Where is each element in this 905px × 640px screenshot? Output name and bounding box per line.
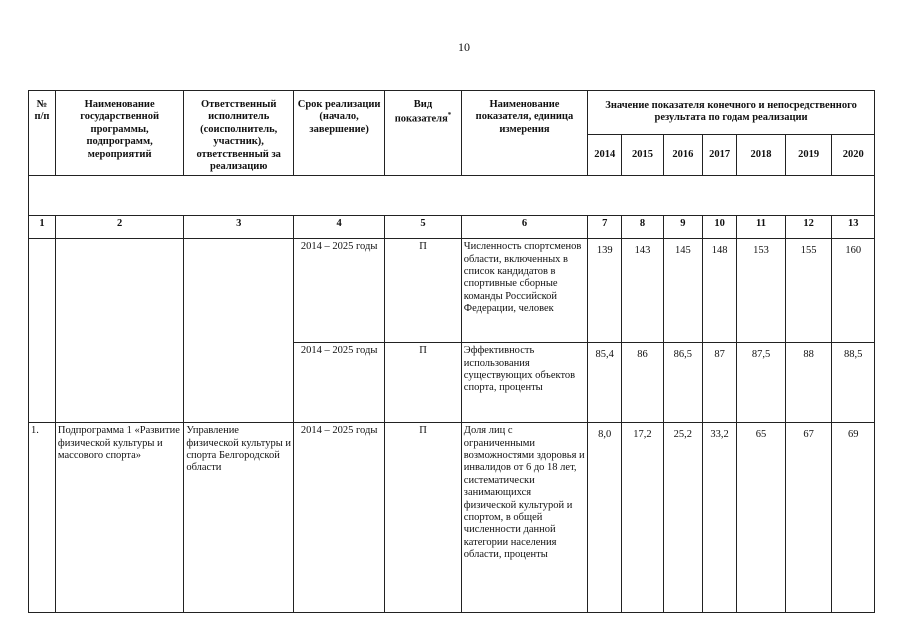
header-year-2016: 2016 (663, 134, 702, 175)
colnum-8: 8 (622, 216, 663, 239)
row-value-2014: 139 (588, 239, 622, 343)
row-name: Подпрограмма 1 «Развитие физической культуры и массового спорта» (55, 423, 183, 613)
header-year-2019: 2019 (785, 134, 832, 175)
colnum-3: 3 (184, 216, 294, 239)
row-value-2015: 143 (622, 239, 663, 343)
table-row (29, 239, 875, 343)
row-value-2014: 85,4 (588, 343, 622, 423)
colnum-4: 4 (294, 216, 385, 239)
row-type: П (385, 239, 462, 343)
header-type (385, 91, 462, 176)
header-year-2017: 2017 (703, 134, 737, 175)
row-value-2017: 87 (703, 343, 737, 423)
row-value-2014: 8,0 (588, 423, 622, 613)
row-period: 2014 – 2025 годы (294, 343, 385, 423)
colnum-1: 1 (29, 216, 56, 239)
row-indicator: Доля лиц с ограниченными возможностями здоровья и инвалидов от 6 до 18 лет, систематически занимающихся физической культурой и спортом, в общей численности данной категории населения области, проценты (461, 423, 587, 613)
row-type: П (385, 423, 462, 613)
row-value-2018: 65 (737, 423, 786, 613)
colnum-5: 5 (385, 216, 462, 239)
colnum-11: 11 (737, 216, 786, 239)
row-indicator: Численность спортсменов области, включенных в список кандидатов в спортивные сборные команды Российской Федерации, человек (461, 239, 587, 343)
row-value-2018: 153 (737, 239, 786, 343)
row-executor (184, 239, 294, 423)
row-value-2020: 88,5 (832, 343, 875, 423)
colnum-9: 9 (663, 216, 702, 239)
colnum-12: 12 (785, 216, 832, 239)
colnum-6: 6 (461, 216, 587, 239)
header-indicator: Наименование показателя, единица измерения (461, 91, 587, 176)
header-period: Срок реализации (начало, завершение) (294, 91, 385, 176)
row-period: 2014 – 2025 годы (294, 423, 385, 613)
colnum-10: 10 (703, 216, 737, 239)
page-number: 10 (458, 40, 470, 54)
row-value-2016: 86,5 (663, 343, 702, 423)
row-value-2016: 145 (663, 239, 702, 343)
row-value-2017: 33,2 (703, 423, 737, 613)
table-row (29, 423, 875, 613)
row-indicator: Эффективность использования существующих объектов спорта, проценты (461, 343, 587, 423)
row-num (29, 239, 56, 423)
header-program-name: Наименование государственной программы, подпрограмм, мероприятий (55, 91, 183, 176)
header-year-2015: 2015 (622, 134, 663, 175)
colnum-2: 2 (55, 216, 183, 239)
colnum-13: 13 (832, 216, 875, 239)
indicators-table (28, 90, 875, 613)
row-name (55, 239, 183, 423)
row-period: 2014 – 2025 годы (294, 239, 385, 343)
colnum-7: 7 (588, 216, 622, 239)
header-year-2020: 2020 (832, 134, 875, 175)
row-value-2018: 87,5 (737, 343, 786, 423)
row-type: П (385, 343, 462, 423)
header-values-group: Значение показателя конечного и непосредственного результата по годам реализации (588, 91, 875, 135)
row-executor: Управление физической культуры и спорта Белгородской области (184, 423, 294, 613)
row-value-2017: 148 (703, 239, 737, 343)
row-value-2016: 25,2 (663, 423, 702, 613)
row-value-2015: 86 (622, 343, 663, 423)
row-value-2019: 155 (785, 239, 832, 343)
row-value-2019: 67 (785, 423, 832, 613)
header-type-footnote-mark: * (447, 111, 452, 120)
header-num: № п/п (29, 91, 56, 176)
header-executor: Ответственный исполнитель (соисполнитель, участник), ответственный за реализацию (184, 91, 294, 176)
row-value-2020: 160 (832, 239, 875, 343)
row-value-2019: 88 (785, 343, 832, 423)
header-year-2018: 2018 (737, 134, 786, 175)
header-type-label: Вид показателя (394, 99, 448, 125)
row-value-2015: 17,2 (622, 423, 663, 613)
row-value-2020: 69 (832, 423, 875, 613)
header-year-2014: 2014 (588, 134, 622, 175)
row-num: 1. (29, 423, 56, 613)
